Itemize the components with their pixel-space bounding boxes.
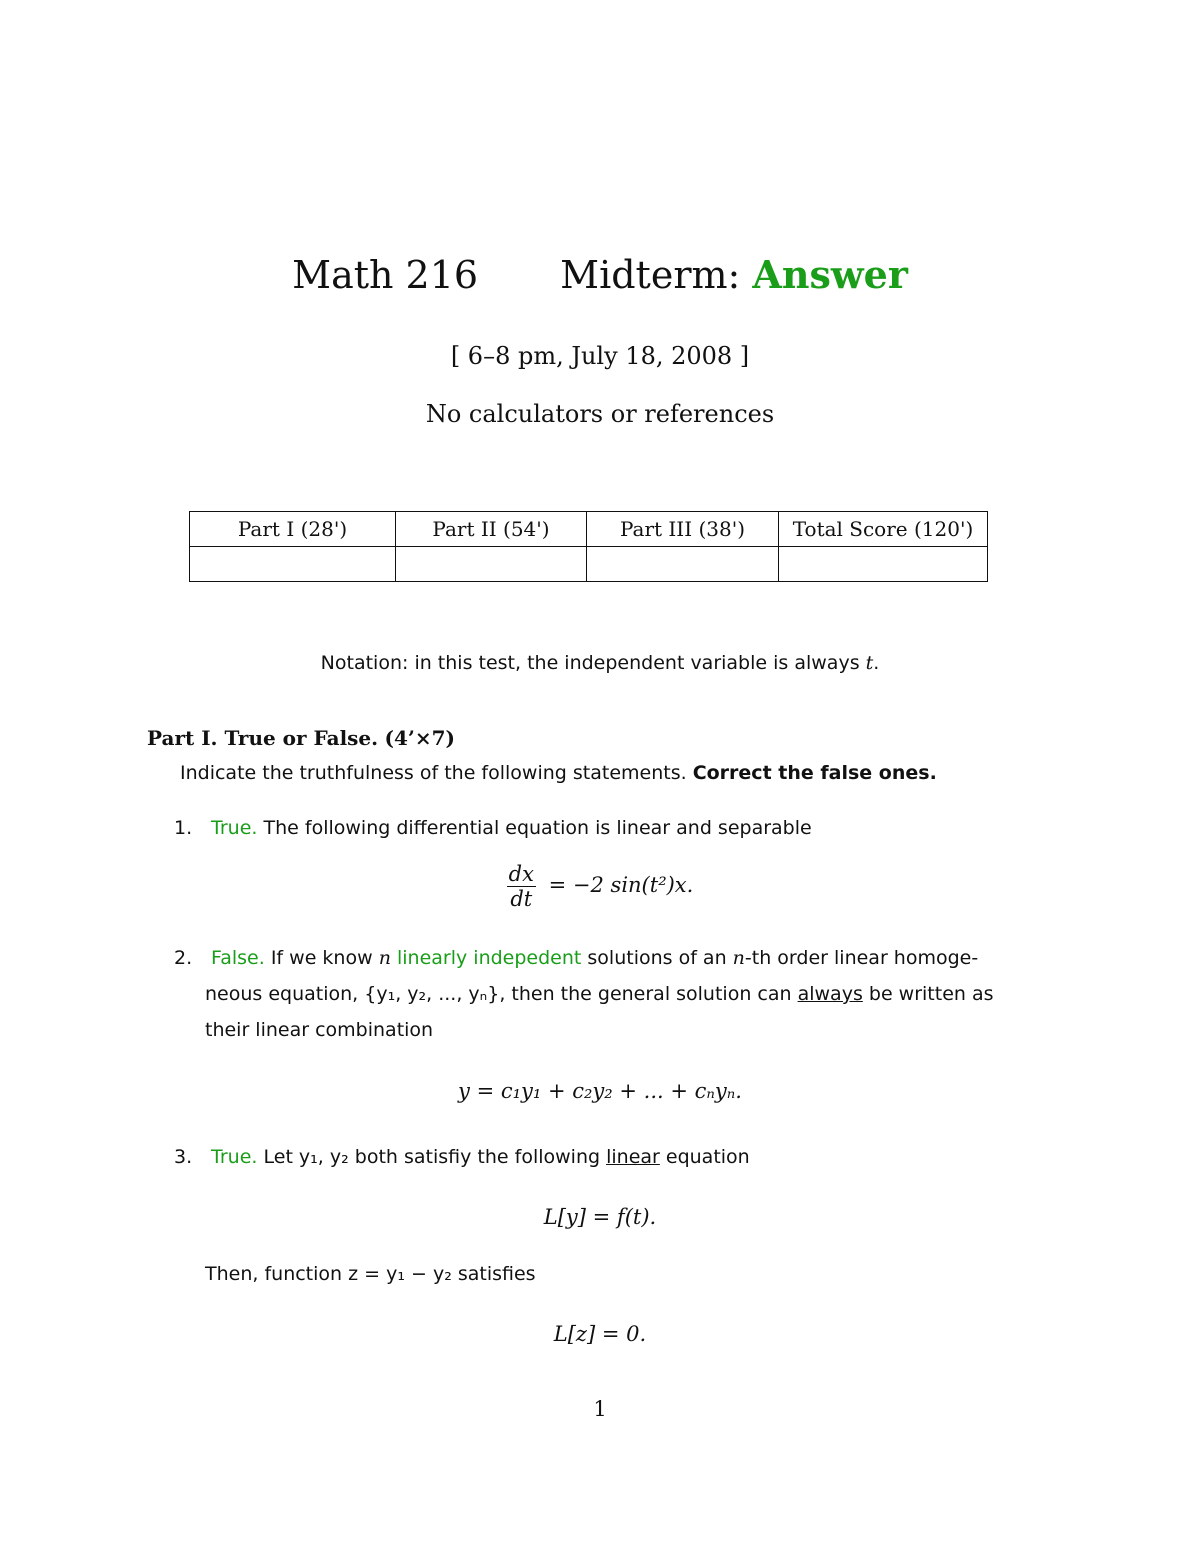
item-1 (174, 817, 1044, 839)
part1-instruction (180, 762, 937, 784)
item-1-equation-rhs: = −2 sin(t²)x. (548, 873, 694, 897)
score-cell-part3 (587, 547, 779, 582)
part1-heading (147, 726, 455, 750)
notation-end: . (873, 652, 880, 674)
course-name: Math 216 (292, 253, 479, 297)
score-table-header-row (190, 512, 988, 547)
item-2-line2-b: be written as (868, 983, 994, 1005)
part1-title: Part I. True or False. (147, 726, 379, 750)
item-1-fraction-num: dx (508, 862, 534, 886)
item-3-equation-1: L[y] = f(t). (543, 1205, 657, 1229)
item-3-text-a: Let y₁, y₂ both satisfiy the following (263, 1146, 601, 1168)
part1-points: (4’×7) (384, 726, 455, 750)
item-2-line-3: their linear combination (205, 1019, 434, 1041)
item-1-verdict: True. (211, 817, 258, 839)
item-2-text-c: -th order linear homoge- (744, 947, 979, 969)
item-1-text: The following differential equation is linear and separable (263, 817, 812, 839)
item-2-line2-a: neous equation, {y₁, y₂, ..., yₙ}, then the general solution can (205, 983, 792, 1005)
notation-text: Notation: in this test, the independent variable is always (320, 652, 860, 674)
notation-variable: t (865, 652, 874, 674)
part1-instruction-bold: Correct the false ones. (692, 762, 937, 784)
score-cell-part2 (396, 547, 587, 582)
exam-name: Midterm: (560, 253, 741, 297)
item-1-equation (0, 862, 1200, 911)
score-header-part2: Part II (54') (396, 512, 587, 547)
exam-time: [ 6–8 pm, July 18, 2008 ] (450, 342, 750, 370)
item-2-equation: y = c₁y₁ + c₂y₂ + ... + cₙyₙ. (458, 1079, 742, 1103)
item-2-underlined-word: always (797, 983, 863, 1005)
item-2 (174, 947, 1044, 969)
part1-instruction-text: Indicate the truthfulness of the following statements. (180, 762, 687, 784)
item-2-verdict: False. (211, 947, 265, 969)
score-header-part1: Part I (28') (190, 512, 396, 547)
answer-label: Answer (752, 252, 908, 297)
item-1-number: 1. (174, 817, 193, 839)
item-3 (174, 1146, 1044, 1168)
score-cell-part1 (190, 547, 396, 582)
score-header-total: Total Score (120') (779, 512, 988, 547)
item-2-n2: n (732, 947, 745, 969)
item-2-number: 2. (174, 947, 193, 969)
item-3-equation-2: L[z] = 0. (553, 1322, 647, 1346)
item-3-verdict: True. (211, 1146, 258, 1168)
notation-line (0, 652, 1200, 674)
item-2-text-a: If we know (270, 947, 373, 969)
item-3-text-b: equation (665, 1146, 750, 1168)
item-1-fraction-den: dt (510, 887, 533, 911)
item-3-number: 3. (174, 1146, 193, 1168)
exam-rules: No calculators or references (425, 400, 775, 428)
item-3-underlined-word: linear (606, 1146, 660, 1168)
item-2-n1: n (378, 947, 391, 969)
item-3-then-text: Then, function z = y₁ − y₂ satisfies (205, 1263, 536, 1285)
document-title (0, 252, 1200, 297)
item-2-line-2 (205, 983, 1045, 1005)
item-2-text-b: solutions of an (587, 947, 727, 969)
item-1-fraction (507, 862, 536, 911)
item-2-highlight: linearly indepedent (396, 947, 582, 969)
score-table-blank-row (190, 547, 988, 582)
score-cell-total (779, 547, 988, 582)
page-number: 1 (593, 1397, 607, 1421)
score-table (189, 511, 988, 582)
score-header-part3: Part III (38') (587, 512, 779, 547)
